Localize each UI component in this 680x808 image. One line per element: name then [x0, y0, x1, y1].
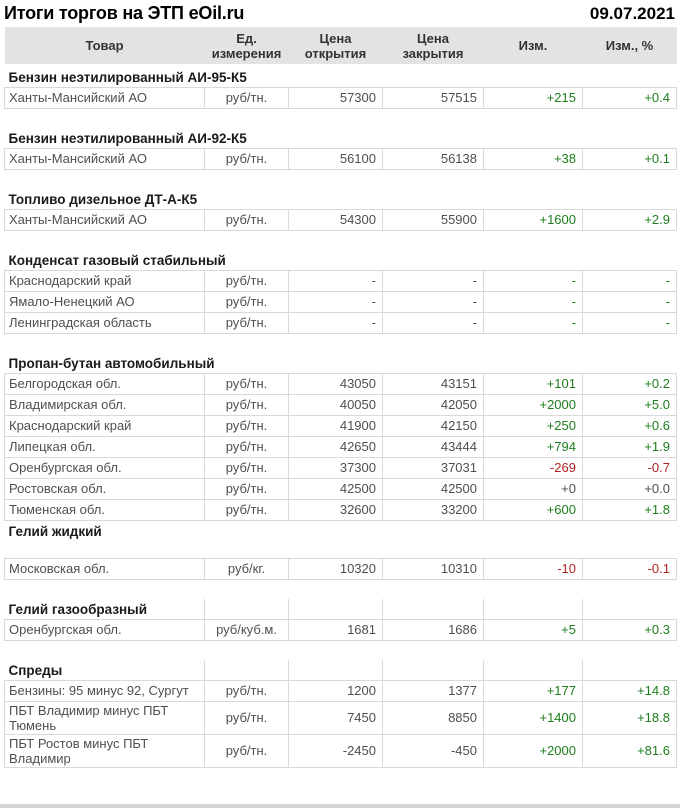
- close-price-cell: 37031: [383, 457, 484, 478]
- bottom-scroll-strip: [0, 804, 680, 808]
- open-price-cell: 10320: [289, 558, 383, 579]
- unit-cell: руб/тн.: [205, 701, 289, 734]
- product-cell: ПБТ Ростов минус ПБТ Владимир: [5, 734, 205, 767]
- unit-cell: руб/тн.: [205, 270, 289, 291]
- open-price-cell: 42500: [289, 478, 383, 499]
- unit-cell: руб/тн.: [205, 499, 289, 520]
- section-title: Конденсат газовый стабильный: [8, 253, 226, 269]
- page-title: Итоги торгов на ЭТП eOil.ru: [4, 3, 245, 23]
- open-price-cell: -: [289, 291, 383, 312]
- open-price-cell: 41900: [289, 415, 383, 436]
- table-row: [5, 373, 677, 394]
- change-pct-cell: -0.7: [583, 457, 677, 478]
- open-price-cell: 32600: [289, 499, 383, 520]
- open-price-cell: 43050: [289, 373, 383, 394]
- change-pct-cell: -0.1: [583, 558, 677, 579]
- change-cell: +0: [484, 478, 583, 499]
- section-title: Спреды: [8, 663, 63, 679]
- change-pct-cell: -: [583, 270, 677, 291]
- gap-row: [5, 230, 677, 250]
- close-price-cell: -450: [383, 734, 484, 767]
- product-cell: ПБТ Владимир минус ПБТ Тюмень: [5, 701, 205, 734]
- change-pct-cell: +0.2: [583, 373, 677, 394]
- change-cell: +5: [484, 619, 583, 640]
- product-cell: Краснодарский край: [5, 415, 205, 436]
- header-row: [5, 27, 677, 64]
- table-row: [5, 148, 677, 169]
- table-row: [5, 291, 677, 312]
- unit-cell: руб/тн.: [205, 478, 289, 499]
- unit-cell: руб/тн.: [205, 457, 289, 478]
- close-price-cell: 42150: [383, 415, 484, 436]
- unit-cell: руб/тн.: [205, 734, 289, 767]
- change-pct-cell: +2.9: [583, 209, 677, 230]
- gap-row: [5, 333, 677, 353]
- product-cell: Ленинградская область: [5, 312, 205, 333]
- product-cell: Ханты-Мансийский АО: [5, 209, 205, 230]
- change-cell: +177: [484, 680, 583, 701]
- section-title-ai95: [5, 67, 677, 87]
- change-cell: +1600: [484, 209, 583, 230]
- trading-results-table: [4, 27, 677, 768]
- change-pct-cell: +0.4: [583, 87, 677, 108]
- change-cell: +1400: [484, 701, 583, 734]
- product-cell: Московская обл.: [5, 558, 205, 579]
- unit-cell: руб/тн.: [205, 148, 289, 169]
- product-cell: Тюменская обл.: [5, 499, 205, 520]
- open-price-cell: 37300: [289, 457, 383, 478]
- close-price-cell: 43444: [383, 436, 484, 457]
- change-pct-cell: +1.8: [583, 499, 677, 520]
- table-row: [5, 436, 677, 457]
- unit-cell: руб/тн.: [205, 680, 289, 701]
- unit-cell: руб/тн.: [205, 87, 289, 108]
- product-cell: Белгородская обл.: [5, 373, 205, 394]
- section-title: Пропан-бутан автомобильный: [8, 356, 215, 372]
- open-price-cell: 57300: [289, 87, 383, 108]
- change-pct-cell: +14.8: [583, 680, 677, 701]
- product-cell: Ханты-Мансийский АО: [5, 87, 205, 108]
- col-header-change: Изм.: [484, 27, 583, 64]
- col-header-close: Цена закрытия: [383, 27, 484, 64]
- table-row: [5, 680, 677, 701]
- change-cell: +215: [484, 87, 583, 108]
- gap-row: [5, 579, 677, 599]
- section-title-ai92: [5, 128, 677, 148]
- open-price-cell: 42650: [289, 436, 383, 457]
- close-price-cell: 10310: [383, 558, 484, 579]
- change-pct-cell: +0.1: [583, 148, 677, 169]
- unit-cell: руб/кг.: [205, 558, 289, 579]
- product-cell: Липецкая обл.: [5, 436, 205, 457]
- unit-cell: руб/тн.: [205, 415, 289, 436]
- change-cell: -10: [484, 558, 583, 579]
- unit-cell: руб/тн.: [205, 312, 289, 333]
- col-header-open: Цена открытия: [289, 27, 383, 64]
- change-cell: -: [484, 291, 583, 312]
- change-cell: +101: [484, 373, 583, 394]
- table-row: [5, 734, 677, 767]
- open-price-cell: 40050: [289, 394, 383, 415]
- change-cell: +38: [484, 148, 583, 169]
- unit-cell: руб/тн.: [205, 291, 289, 312]
- close-price-cell: -: [383, 270, 484, 291]
- unit-cell: руб/куб.м.: [205, 619, 289, 640]
- change-pct-cell: +81.6: [583, 734, 677, 767]
- open-price-cell: -2450: [289, 734, 383, 767]
- section-title-helium-liquid: [5, 520, 677, 540]
- table-header: [5, 27, 677, 64]
- col-header-change-pct: Изм., %: [583, 27, 677, 64]
- change-pct-cell: +0.3: [583, 619, 677, 640]
- gap-row: [5, 169, 677, 189]
- close-price-cell: 8850: [383, 701, 484, 734]
- section-title: Бензин неэтилированный АИ-95-К5: [8, 70, 247, 86]
- close-price-cell: 1377: [383, 680, 484, 701]
- change-pct-cell: +0.6: [583, 415, 677, 436]
- change-cell: -: [484, 270, 583, 291]
- section-title-spreads: [5, 660, 677, 680]
- table-row: [5, 701, 677, 734]
- change-cell: +600: [484, 499, 583, 520]
- change-pct-cell: +1.9: [583, 436, 677, 457]
- product-cell: Оренбургская обл.: [5, 619, 205, 640]
- gap-row: [5, 108, 677, 128]
- close-price-cell: 55900: [383, 209, 484, 230]
- close-price-cell: 33200: [383, 499, 484, 520]
- open-price-cell: 1200: [289, 680, 383, 701]
- open-price-cell: 56100: [289, 148, 383, 169]
- table-row: [5, 415, 677, 436]
- open-price-cell: 1681: [289, 619, 383, 640]
- table-row: [5, 457, 677, 478]
- section-title: Гелий газообразный: [8, 602, 148, 618]
- change-pct-cell: -: [583, 291, 677, 312]
- product-cell: Ямало-Ненецкий АО: [5, 291, 205, 312]
- section-title-lpg: [5, 353, 677, 373]
- change-cell: -269: [484, 457, 583, 478]
- change-cell: +250: [484, 415, 583, 436]
- change-pct-cell: +0.0: [583, 478, 677, 499]
- change-pct-cell: +18.8: [583, 701, 677, 734]
- table-row: [5, 270, 677, 291]
- close-price-cell: 1686: [383, 619, 484, 640]
- product-cell: Владимирская обл.: [5, 394, 205, 415]
- product-cell: Ханты-Мансийский АО: [5, 148, 205, 169]
- change-pct-cell: +5.0: [583, 394, 677, 415]
- unit-cell: руб/тн.: [205, 209, 289, 230]
- section-title-helium-gas: [5, 599, 677, 619]
- product-cell: Оренбургская обл.: [5, 457, 205, 478]
- report-header: [0, 0, 680, 27]
- unit-cell: руб/тн.: [205, 373, 289, 394]
- close-price-cell: 43151: [383, 373, 484, 394]
- close-price-cell: 56138: [383, 148, 484, 169]
- close-price-cell: 57515: [383, 87, 484, 108]
- table-row: [5, 394, 677, 415]
- product-cell: Бензины: 95 минус 92, Сургут: [5, 680, 205, 701]
- table-row: [5, 312, 677, 333]
- unit-cell: руб/тн.: [205, 436, 289, 457]
- report-date: 09.07.2021: [589, 4, 675, 23]
- unit-cell: руб/тн.: [205, 394, 289, 415]
- section-title: Гелий жидкий: [8, 523, 102, 539]
- section-title: Топливо дизельное ДТ-А-К5: [8, 192, 198, 208]
- table-row: [5, 478, 677, 499]
- table-row: [5, 619, 677, 640]
- product-cell: Краснодарский край: [5, 270, 205, 291]
- table-row: [5, 209, 677, 230]
- change-cell: -: [484, 312, 583, 333]
- section-title: Бензин неэтилированный АИ-92-К5: [8, 131, 247, 147]
- section-title-diesel: [5, 189, 677, 209]
- close-price-cell: 42500: [383, 478, 484, 499]
- change-cell: +2000: [484, 394, 583, 415]
- change-pct-cell: -: [583, 312, 677, 333]
- close-price-cell: 42050: [383, 394, 484, 415]
- open-price-cell: 54300: [289, 209, 383, 230]
- table-row: [5, 499, 677, 520]
- open-price-cell: -: [289, 312, 383, 333]
- product-cell: Ростовская обл.: [5, 478, 205, 499]
- gap-row: [5, 640, 677, 660]
- close-price-cell: -: [383, 312, 484, 333]
- change-cell: +794: [484, 436, 583, 457]
- close-price-cell: -: [383, 291, 484, 312]
- spacer-row: [5, 540, 677, 558]
- open-price-cell: -: [289, 270, 383, 291]
- section-title-condensate: [5, 250, 677, 270]
- table-row: [5, 558, 677, 579]
- col-header-product: Товар: [5, 27, 205, 64]
- table-row: [5, 87, 677, 108]
- change-cell: +2000: [484, 734, 583, 767]
- open-price-cell: 7450: [289, 701, 383, 734]
- col-header-unit: Ед. измерения: [205, 27, 289, 64]
